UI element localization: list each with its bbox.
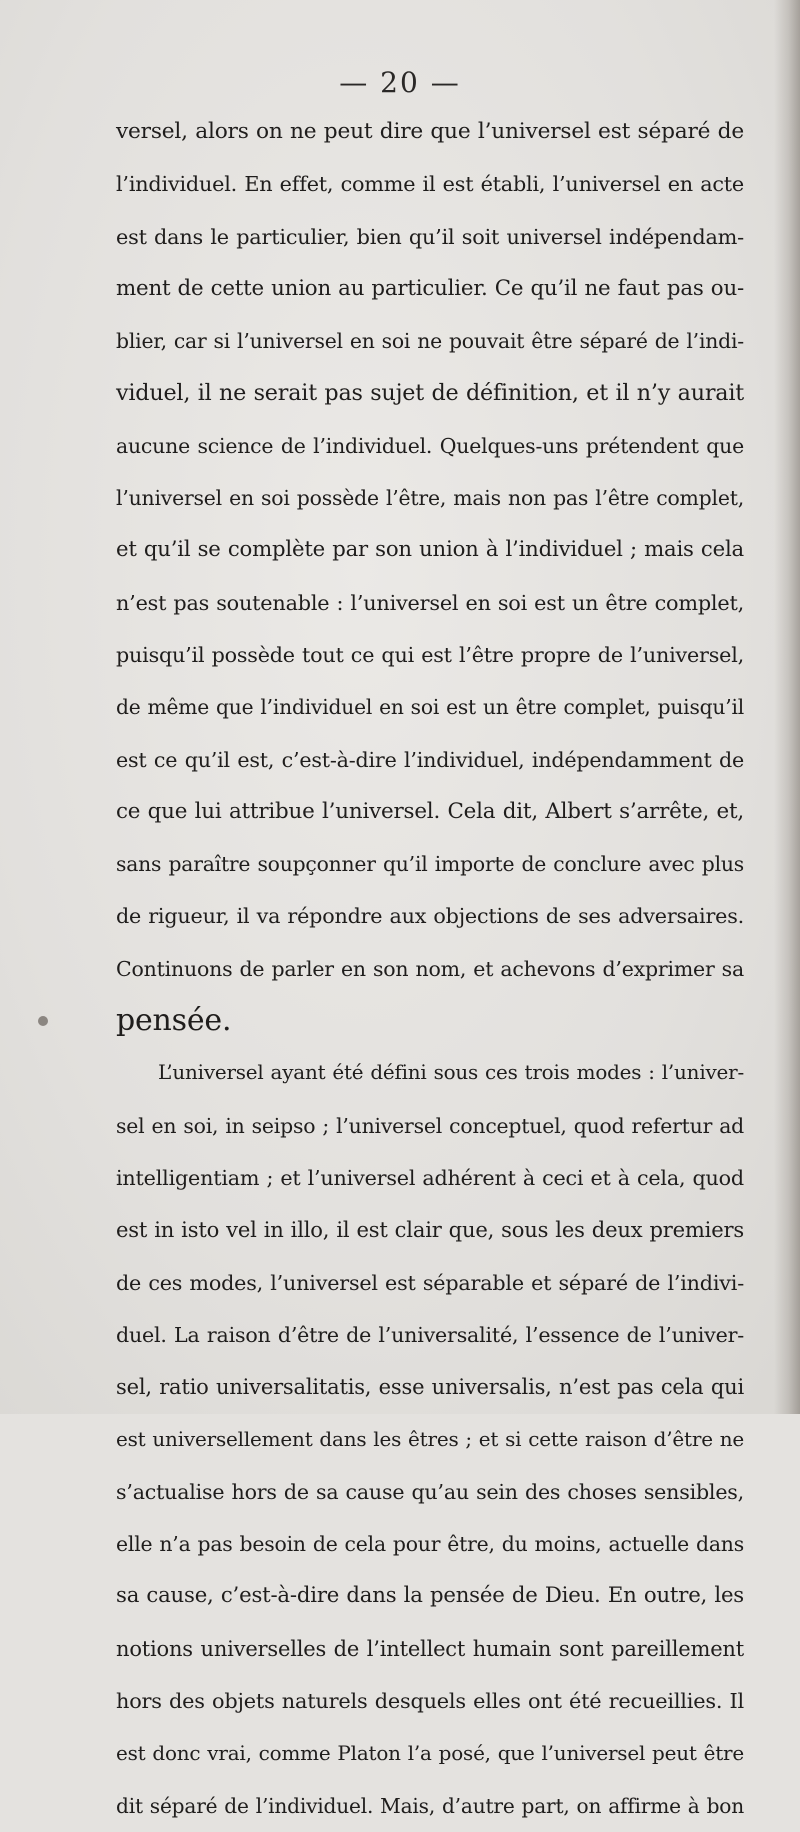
paragraph-start-line: L’universel ayant été défini sous ces trois modes : l’univer-	[158, 1061, 744, 1085]
text-line: sel en soi, in seipso ; l’universel conceptuel, quod refertur ad	[116, 1113, 744, 1138]
text-line: et qu’il se complète par son union à l’individuel ; mais cela	[116, 537, 744, 563]
text-line: l’universel en soi possède l’être, mais non pas l’être complet,	[116, 486, 744, 511]
text-line: viduel, il ne serait pas sujet de définition, et il n’y aurait	[116, 380, 744, 407]
text-line: de même que l’individuel en soi est un être complet, puisqu’il	[116, 695, 744, 720]
text-line: est universellement dans les êtres ; et si cette raison d’être ne	[116, 1427, 744, 1452]
text-line: ce que lui attribue l’universel. Cela dit, Albert s’arrête, et,	[116, 798, 744, 824]
text-line: de ces modes, l’universel est séparable et séparé de l’indivi-	[116, 1270, 744, 1295]
text-line: intelligentiam ; et l’universel adhérent à ceci et à cela, quod	[116, 1165, 744, 1190]
ink-spot	[38, 1016, 48, 1026]
text-line: notions universelles de l’intellect humain sont pareillement	[116, 1636, 744, 1661]
text-line: sa cause, c’est-à-dire dans la pensée de Dieu. En outre, les	[116, 1583, 744, 1609]
text-line: sans paraître soupçonner qu’il importe de conclure avec plus	[116, 852, 744, 877]
text-line: l’individuel. En effet, comme il est établi, l’universel en acte	[116, 172, 744, 197]
text-line: est donc vrai, comme Platon l’a posé, que l’universel peut être	[116, 1741, 744, 1766]
text-line: n’est pas soutenable : l’universel en soi est un être complet,	[116, 590, 744, 615]
text-line: duel. La raison d’être de l’universalité, l’essence de l’univer-	[116, 1322, 744, 1347]
text-line: est ce qu’il est, c’est-à-dire l’individuel, indépendamment de	[116, 747, 744, 772]
text-line: aucune science de l’individuel. Quelques-uns prétendent que	[116, 433, 744, 458]
text-line: est in isto vel in illo, il est clair que, sous les deux premiers	[116, 1217, 744, 1243]
text-line: s’actualise hors de sa cause qu’au sein des choses sensibles,	[116, 1479, 744, 1504]
text-line: dit séparé de l’individuel. Mais, d’autre part, on affirme à bon	[116, 1793, 744, 1818]
page-edge-shadow	[774, 0, 800, 1414]
text-line: puisqu’il possède tout ce qui est l’être propre de l’universel,	[116, 642, 744, 667]
text-line: elle n’a pas besoin de cela pour être, du moins, actuelle dans	[116, 1532, 744, 1557]
text-line: de rigueur, il va répondre aux objections de ses adversaires.	[116, 904, 744, 929]
text-line: hors des objets naturels desquels elles ont été recueillies. Il	[116, 1688, 744, 1713]
text-line: blier, car si l’universel en soi ne pouvait être séparé de l’indi-	[116, 329, 744, 354]
paragraph-end-line: pensée.	[116, 1003, 232, 1039]
page-number: — 20 —	[339, 66, 461, 99]
text-line: versel, alors on ne peut dire que l’universel est séparé de	[116, 119, 744, 144]
text-line: sel, ratio universalitatis, esse universalis, n’est pas cela qui	[116, 1374, 744, 1400]
text-line: Continuons de parler en son nom, et achevons d’exprimer sa	[116, 956, 744, 981]
text-line: ment de cette union au particulier. Ce qu’il ne faut pas ou-	[116, 275, 744, 301]
body-text	[116, 106, 744, 1832]
text-line: est dans le particulier, bien qu’il soit universel indépendam-	[116, 224, 744, 249]
